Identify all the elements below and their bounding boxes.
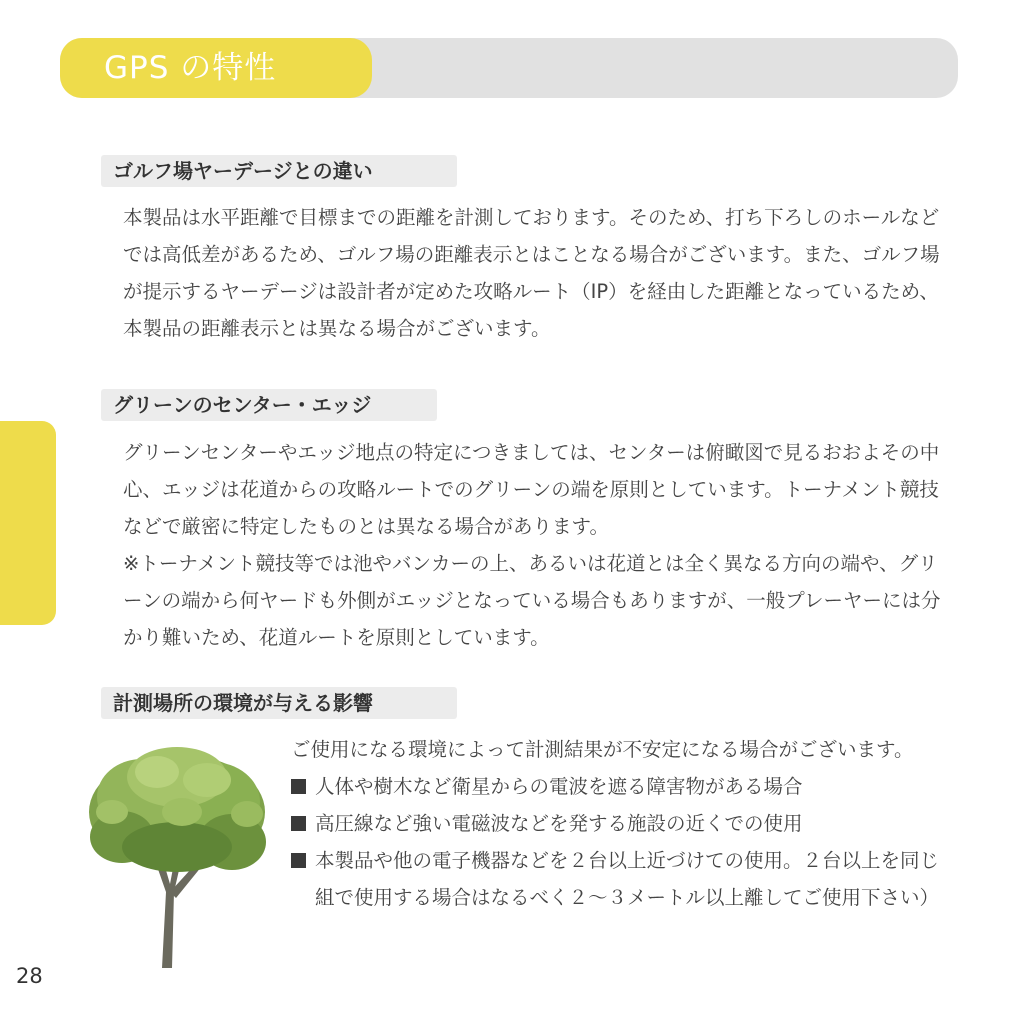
side-tab-marker (0, 421, 56, 625)
section-body-yardage (123, 199, 948, 347)
page-title: GPS の特性 (104, 50, 277, 86)
section-heading-green: グリーンのセンター・エッジ (101, 389, 437, 421)
list-intro: ご使用になる環境によって計測結果が不安定になる場合がございます。 (291, 738, 914, 761)
square-bullet-icon (291, 853, 306, 868)
list-item-text: 本製品や他の電子機器などを２台以上近づけての使用。２台以上を同じ組で使用する場合はなるべく２〜３メートル以上離してご使用下さい） (315, 849, 940, 909)
list-item-text: 人体や樹木など衛星からの電波を遮る障害物がある場合 (315, 775, 803, 798)
note-paragraph: ※トーナメント競技等では池やバンカーの上、あるいは花道とは全く異なる方向の端や、グリーンの端から何ヤードも外側がエッジとなっている場合もありますが、一般プレーヤーには分かり難いため、花道ルートを原則としています。 (123, 552, 941, 649)
page-number: 28 (16, 964, 43, 988)
paragraph: 本製品は水平距離で目標までの距離を計測しております。そのため、打ち下ろしのホールなどでは高低差があるため、ゴルフ場の距離表示とはことなる場合がございます。また、ゴルフ場が提示するヤーデージは設計者が定めた攻略ルート（IP）を経由した距離となっているため、本製品の距離表示とは異なる場合がございます。 (123, 206, 940, 340)
title-bar (60, 38, 958, 98)
section-heading-environment: 計測場所の環境が与える影響 (101, 687, 457, 719)
title-pill (60, 38, 372, 98)
section-body-green (123, 434, 948, 656)
list-item (291, 842, 951, 916)
square-bullet-icon (291, 816, 306, 831)
list-item (291, 768, 951, 805)
section-heading-yardage: ゴルフ場ヤーデージとの違い (101, 155, 457, 187)
paragraph: グリーンセンターやエッジ地点の特定につきましては、センターは俯瞰図で見るおおよその中心、エッジは花道からの攻略ルートでのグリーンの端を原則としています。トーナメント競技などで厳密に特定したものとは異なる場合があります。 (123, 441, 940, 538)
list-item (291, 805, 951, 842)
square-bullet-icon (291, 779, 306, 794)
list-item-text: 高圧線など強い電磁波などを発する施設の近くでの使用 (315, 812, 803, 835)
environment-list (291, 731, 951, 916)
tree-illustration (82, 742, 272, 968)
